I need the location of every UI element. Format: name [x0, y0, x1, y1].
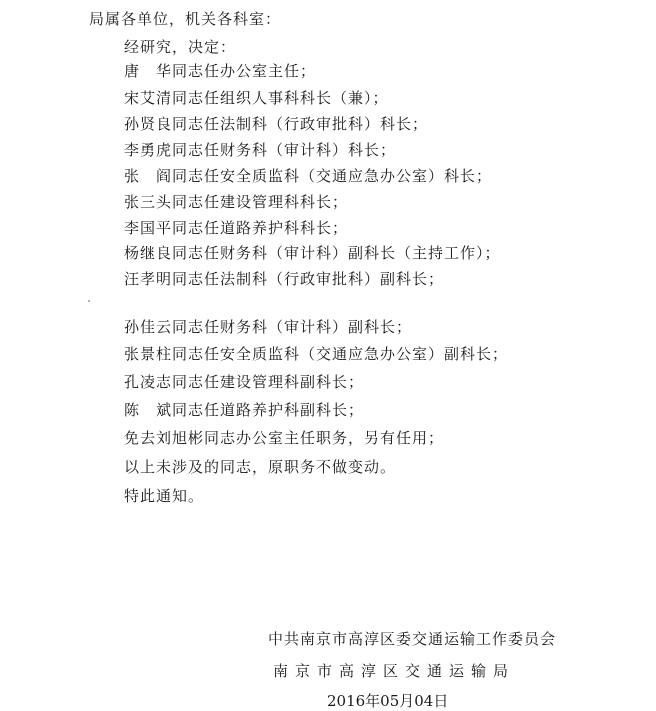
appointment-line: 免去刘旭彬同志办公室主任职务，另有任用；: [124, 429, 445, 447]
closing-text: 特此通知。: [124, 487, 205, 505]
appointment-line: 张三头同志任建设管理科科长；: [124, 193, 349, 211]
appointment-line: 李勇虎同志任财务科（审计科）科长；: [124, 141, 397, 159]
signature-date: 2016年05月04日: [327, 692, 449, 710]
appointment-line: 孙佳云同志任财务科（审计科）副科长；: [124, 318, 413, 336]
appointment-line: 李国平同志任道路养护科科长；: [124, 219, 349, 237]
appointment-line: 杨继良同志任财务科（审计科）副科长（主持工作）；: [124, 244, 501, 262]
appointment-line: 张景柱同志任安全质监科（交通应急办公室）副科长；: [124, 345, 509, 363]
appointment-line: 陈 斌同志任道路养护科副科长；: [124, 401, 365, 419]
page-speck: [88, 300, 90, 302]
appointment-line: 孙贤良同志任法制科（行政审批科）科长；: [124, 115, 429, 133]
intro-text: 经研究，决定：: [124, 38, 237, 56]
appointment-line: 宋艾清同志任组织人事科科长（兼）；: [124, 89, 389, 107]
appointment-line: 孔凌志同志任建设管理科副科长；: [124, 373, 365, 391]
salutation: 局属各单位，机关各科室：: [89, 10, 282, 28]
appointment-line: 张 阎同志任安全质监科（交通应急办公室）科长；: [124, 167, 493, 185]
appointment-line: 唐 华同志任办公室主任；: [124, 62, 317, 80]
appointment-line: 汪孝明同志任法制科（行政审批科）副科长；: [124, 270, 445, 288]
signature-transport-bureau: 南京市高淳区交通运输局: [273, 662, 516, 680]
signature-party-committee: 中共南京市高淳区委交通运输工作委员会: [268, 630, 557, 648]
appointment-line: 以上未涉及的同志，原职务不做变动。: [124, 458, 397, 476]
